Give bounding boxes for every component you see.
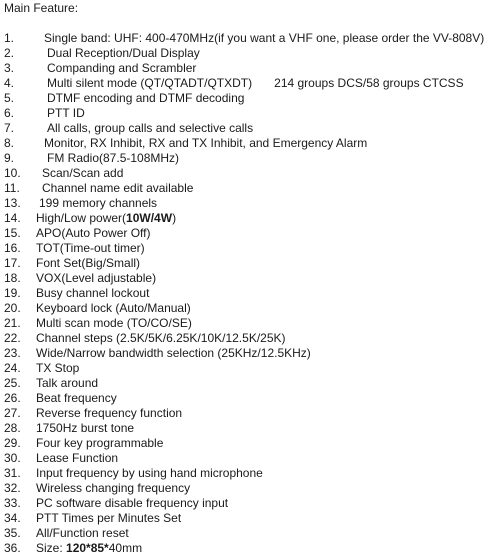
item-number: 2. <box>4 46 15 60</box>
list-item <box>4 316 490 331</box>
list-item <box>4 421 490 436</box>
item-number: 30. <box>4 451 21 465</box>
item-text: VOX(Level adjustable) <box>36 271 157 285</box>
item-number: 14. <box>4 211 21 225</box>
list-item <box>4 196 490 211</box>
item-text-pre: Size: <box>36 541 67 555</box>
item-text: Beat frequency <box>36 391 117 405</box>
list-item <box>4 91 490 106</box>
item-text: Font Set(Big/Small) <box>36 256 141 270</box>
item-text: DTMF encoding and DTMF decoding <box>47 91 245 105</box>
item-number: 15. <box>4 226 21 240</box>
item-text: Input frequency by using hand microphone <box>36 466 263 480</box>
list-item <box>4 31 490 46</box>
item-text: Wireless changing frequency <box>36 481 191 495</box>
item-number: 25. <box>4 376 21 390</box>
item-number: 7. <box>4 121 15 135</box>
item-text: Channel steps (2.5K/5K/6.25K/10K/12.5K/25K) <box>36 331 286 345</box>
list-item <box>4 241 490 256</box>
item-text-post: 40mm <box>108 541 143 555</box>
list-item <box>4 181 490 196</box>
list-item <box>4 301 490 316</box>
item-text <box>36 76 490 91</box>
item-number: 8. <box>4 136 15 150</box>
list-item <box>4 376 490 391</box>
list-item <box>4 166 490 181</box>
item-text: Dual Reception/Dual Display <box>47 46 200 60</box>
list-item <box>4 46 490 61</box>
list-item <box>4 391 490 406</box>
item-text: Multi scan mode (TO/CO/SE) <box>36 316 192 330</box>
list-item <box>4 466 490 481</box>
list-item <box>4 121 490 136</box>
item-text: APO(Auto Power Off) <box>36 226 151 240</box>
item-number: 20. <box>4 301 21 315</box>
item-number: 3. <box>4 61 15 75</box>
item-number: 24. <box>4 361 21 375</box>
item-text: All/Function reset <box>36 526 129 540</box>
list-item <box>4 61 490 76</box>
list-item <box>4 541 490 556</box>
item-number: 28. <box>4 421 21 435</box>
list-item <box>4 436 490 451</box>
item-number: 16. <box>4 241 21 255</box>
list-item <box>4 526 490 541</box>
item-text: TX Stop <box>36 361 80 375</box>
item-number: 4. <box>4 76 15 90</box>
item-number: 22. <box>4 331 21 345</box>
item-text: Keyboard lock (Auto/Manual) <box>36 301 191 315</box>
item-number: 17. <box>4 256 21 270</box>
item-number: 19. <box>4 286 21 300</box>
item-text-bold: 10W/4W <box>126 211 173 225</box>
item-text: Talk around <box>36 376 99 390</box>
item-number: 6. <box>4 106 15 120</box>
item-text: Companding and Scrambler <box>47 61 197 75</box>
item-text: Single band: UHF: 400-470MHz(if you want a VHF one, please order the VV-808V) <box>44 31 485 45</box>
page-heading: Main Feature: <box>4 1 79 15</box>
item-number: 34. <box>4 511 21 525</box>
list-item <box>4 331 490 346</box>
item-text-post: ) <box>172 211 177 225</box>
list-item <box>4 346 490 361</box>
item-text: PC software disable frequency input <box>36 496 229 510</box>
item-number: 18. <box>4 271 21 285</box>
item-text: Wide/Narrow bandwidth selection (25KHz/12.5KHz) <box>36 346 311 360</box>
item-text: Reverse frequency function <box>36 406 183 420</box>
list-item <box>4 511 490 526</box>
feature-list <box>4 31 490 556</box>
list-item <box>4 211 490 226</box>
item-text: 1750Hz burst tone <box>36 421 135 435</box>
list-item <box>4 151 490 166</box>
item-text: Scan/Scan add <box>42 166 124 180</box>
list-item <box>4 271 490 286</box>
item-text: Four key programmable <box>36 436 164 450</box>
item-number: 36. <box>4 541 21 555</box>
item-number: 31. <box>4 466 21 480</box>
item-text-pre: High/Low power( <box>36 211 127 225</box>
item-text: All calls, group calls and selective calls <box>47 121 254 135</box>
item-number: 13. <box>4 196 21 210</box>
item-number: 35. <box>4 526 21 540</box>
item-text <box>36 211 490 226</box>
item-text: Busy channel lockout <box>36 286 150 300</box>
item-number: 29. <box>4 436 21 450</box>
item-number: 27. <box>4 406 21 420</box>
item-number: 21. <box>4 316 21 330</box>
item-text: Channel name edit available <box>42 181 194 195</box>
list-item <box>4 451 490 466</box>
item-number: 10. <box>4 166 21 180</box>
item-number: 11. <box>4 181 20 195</box>
list-item <box>4 286 490 301</box>
item-text-extra: 214 groups DCS/58 groups CTCSS <box>274 76 464 90</box>
item-text: TOT(Time-out timer) <box>36 241 145 255</box>
list-item <box>4 481 490 496</box>
list-item <box>4 136 490 151</box>
item-text: 199 memory channels <box>39 196 158 210</box>
list-item <box>4 106 490 121</box>
item-text <box>36 541 490 556</box>
item-text: PTT ID <box>47 106 85 120</box>
item-number: 33. <box>4 496 21 510</box>
item-text: Lease Function <box>36 451 119 465</box>
list-item <box>4 406 490 421</box>
item-text: Monitor, RX Inhibit, RX and TX Inhibit, and Emergency Alarm <box>44 136 368 150</box>
item-text-bold: 120*85* <box>66 541 109 555</box>
item-text-main: Multi silent mode (QT/QTADT/QTXDT) <box>47 76 253 90</box>
list-item <box>4 256 490 271</box>
item-text: PTT Times per Minutes Set <box>36 511 182 525</box>
item-number: 23. <box>4 346 21 360</box>
item-number: 5. <box>4 91 15 105</box>
item-number: 26. <box>4 391 21 405</box>
item-text: FM Radio(87.5-108MHz) <box>47 151 180 165</box>
list-item <box>4 361 490 376</box>
item-number: 1. <box>4 31 15 45</box>
list-item <box>4 496 490 511</box>
list-item <box>4 226 490 241</box>
item-number: 9. <box>4 151 15 165</box>
item-number: 32. <box>4 481 21 495</box>
list-item <box>4 76 490 91</box>
